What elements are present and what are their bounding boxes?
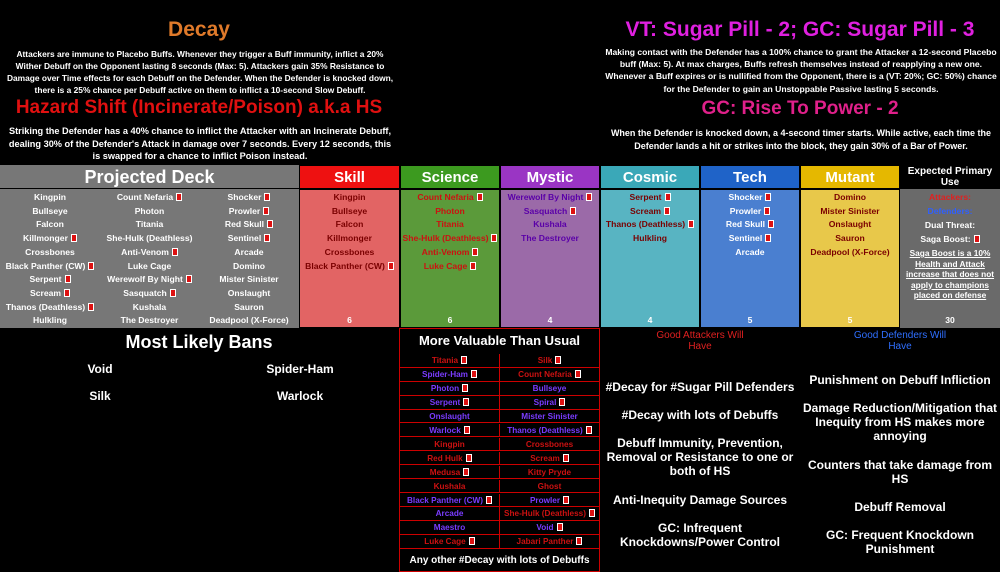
more-valuable-panel bbox=[399, 328, 600, 572]
book-icon bbox=[466, 454, 472, 462]
class-item bbox=[300, 218, 399, 232]
mv-item-label: Mister Sinister bbox=[521, 411, 578, 421]
class-item-label: Sauron bbox=[835, 233, 865, 244]
class-item bbox=[300, 246, 399, 260]
class-column-mystic bbox=[500, 189, 600, 328]
book-icon bbox=[563, 454, 569, 462]
class-item-label: The Destroyer bbox=[521, 233, 579, 244]
deck-cell-label: Sasquatch bbox=[123, 287, 167, 298]
mv-item-label: Jabari Panther bbox=[516, 537, 574, 547]
book-icon bbox=[463, 468, 469, 476]
deck-cell bbox=[199, 301, 299, 315]
deck-cell-label: Mister Sinister bbox=[219, 274, 279, 285]
class-header-cosmic: Cosmic bbox=[600, 165, 700, 189]
class-item-label: Scream bbox=[629, 205, 662, 216]
mv-item bbox=[500, 480, 599, 494]
deck-cell bbox=[100, 218, 199, 232]
mv-item bbox=[400, 521, 500, 535]
deck-cell bbox=[100, 287, 199, 301]
class-item bbox=[601, 191, 699, 205]
book-icon bbox=[576, 537, 582, 545]
mv-item bbox=[400, 480, 500, 494]
deck-cell bbox=[0, 218, 100, 232]
mv-item bbox=[500, 424, 599, 438]
deck-cell-label: Deadpool (X-Force) bbox=[209, 315, 289, 326]
deck-cell bbox=[100, 205, 199, 219]
class-item bbox=[401, 205, 499, 219]
mv-item bbox=[500, 396, 599, 410]
book-icon bbox=[665, 193, 671, 201]
book-icon bbox=[388, 262, 394, 270]
book-icon bbox=[264, 234, 270, 242]
mv-item-label: Silk bbox=[537, 356, 553, 365]
class-column-science bbox=[400, 189, 500, 328]
deck-cell-label: Werewolf By Night bbox=[107, 274, 183, 285]
deck-cell bbox=[199, 287, 299, 301]
class-item bbox=[401, 218, 499, 232]
class-item bbox=[501, 191, 599, 205]
mv-item-label: She-Hulk (Deathless) bbox=[504, 509, 586, 519]
deck-cell bbox=[199, 246, 299, 260]
deck-cell bbox=[0, 246, 100, 260]
class-item-label: Serpent bbox=[629, 192, 662, 202]
class-item bbox=[401, 260, 499, 274]
book-icon bbox=[764, 207, 770, 215]
mv-item-label: Red Hulk bbox=[427, 453, 463, 463]
book-icon bbox=[563, 496, 569, 504]
primary-saga bbox=[900, 234, 1000, 244]
class-item-label: Photon bbox=[435, 205, 465, 216]
class-item-label: Count Nefaria bbox=[417, 192, 474, 202]
book-icon bbox=[71, 234, 77, 242]
defender-item: Debuff Removal bbox=[854, 500, 946, 514]
mv-item bbox=[400, 535, 500, 549]
mv-item bbox=[500, 452, 599, 466]
mv-item-label: Maestro bbox=[433, 523, 466, 533]
vt-text: Making contact with the Defender has a 100% chance to grant the Attacker a 12-second Placebo buff (Max: 5). At max charges, Buffs refresh themselves instead of reapplying a new one. Whenever a Buff expires or is nullified from the Opponent, there is a (VT: 20%; GC: 50%) chance for the Defender to gain an Unstoppable Passive lasting 5 seconds. bbox=[605, 47, 997, 94]
mv-item-label: Spider-Ham bbox=[422, 369, 468, 379]
class-item-label: Kingpin bbox=[333, 192, 366, 202]
book-icon bbox=[263, 207, 269, 215]
mv-item bbox=[400, 368, 500, 382]
mv-item-label: Scream bbox=[530, 453, 560, 463]
deck-cell-label: Thanos (Deathless) bbox=[5, 301, 86, 312]
deck-cell bbox=[0, 205, 100, 219]
attacker-item: Debuff Immunity, Prevention, Removal or Resistance to one or both of HS bbox=[606, 436, 794, 478]
class-item bbox=[401, 246, 499, 260]
class-item bbox=[801, 218, 899, 232]
class-column-cosmic bbox=[600, 189, 700, 328]
deck-cell-label: Count Nefaria bbox=[116, 192, 174, 202]
deck-cell-label: Kushala bbox=[132, 301, 167, 312]
class-item-label: Onslaught bbox=[828, 219, 872, 230]
class-column-tech bbox=[700, 189, 800, 328]
deck-cell-label: Prowler bbox=[228, 205, 261, 216]
class-item bbox=[401, 191, 499, 205]
mv-item-label: Serpent bbox=[429, 397, 461, 407]
deck-cell-label: Shocker bbox=[227, 192, 262, 202]
defender-item: Damage Reduction/Mitigation that Inequity from HS makes more annoying bbox=[802, 401, 997, 443]
book-icon bbox=[586, 426, 592, 434]
book-icon bbox=[264, 193, 270, 201]
mv-item bbox=[500, 466, 599, 480]
mv-item bbox=[500, 507, 599, 521]
primary-dual: Dual Threat: bbox=[924, 220, 976, 230]
deck-cell-label: Photon bbox=[134, 205, 165, 216]
book-icon bbox=[570, 207, 576, 215]
mv-item bbox=[400, 424, 500, 438]
mv-item-label: Thanos (Deathless) bbox=[507, 425, 583, 435]
book-icon bbox=[477, 193, 483, 201]
mv-item bbox=[400, 354, 500, 368]
mv-item-label: Kitty Pryde bbox=[527, 467, 572, 477]
book-icon bbox=[470, 262, 476, 270]
class-header-mystic: Mystic bbox=[500, 165, 600, 189]
book-icon bbox=[688, 220, 694, 228]
primary-title: Expected Primary Use bbox=[900, 165, 1000, 189]
deck-cell bbox=[100, 232, 199, 246]
ban-item: Silk bbox=[89, 389, 111, 403]
class-item-label: Sasquatch bbox=[523, 205, 568, 216]
mv-item bbox=[500, 521, 599, 535]
class-item bbox=[801, 205, 899, 219]
mv-item-label: Luke Cage bbox=[424, 537, 466, 547]
book-icon bbox=[472, 248, 478, 256]
mv-item bbox=[400, 438, 500, 452]
mv-item-label: Kushala bbox=[433, 481, 466, 491]
mv-item-label: Photon bbox=[430, 383, 460, 393]
book-icon bbox=[555, 356, 561, 364]
deck-cell bbox=[100, 314, 199, 328]
book-icon bbox=[589, 509, 595, 517]
deck-cell-label: Red Skull bbox=[224, 219, 265, 230]
mv-item-label: Black Panther (CW) bbox=[407, 495, 483, 505]
book-icon bbox=[170, 289, 176, 297]
deck-cell bbox=[100, 246, 199, 260]
deck-cell-label: Sauron bbox=[234, 301, 264, 312]
book-icon bbox=[64, 289, 70, 297]
mv-item bbox=[500, 494, 599, 508]
gc-title: GC: Rise To Power - 2 bbox=[701, 98, 899, 119]
ban-item: Spider-Ham bbox=[266, 362, 334, 376]
class-item bbox=[801, 246, 899, 260]
book-icon bbox=[462, 384, 468, 392]
mv-item bbox=[500, 535, 599, 549]
book-icon bbox=[768, 220, 774, 228]
projected-deck bbox=[0, 165, 299, 328]
deck-cell bbox=[100, 301, 199, 315]
mv-item-label: Titania bbox=[431, 356, 459, 365]
book-icon bbox=[65, 275, 71, 283]
primary-defenders: Defenders: bbox=[927, 206, 973, 216]
attacker-item: GC: Infrequent Knockdowns/Power Control bbox=[619, 521, 780, 549]
deck-cell-label: Anti-Venom bbox=[121, 246, 169, 257]
mv-item bbox=[500, 382, 599, 396]
deck-cell bbox=[0, 287, 100, 301]
deck-cell-label: Kingpin bbox=[34, 192, 66, 202]
ban-item: Void bbox=[87, 362, 113, 376]
class-header-skill: Skill bbox=[299, 165, 400, 189]
primary-count: 30 bbox=[945, 315, 955, 325]
book-icon bbox=[176, 193, 182, 201]
attacker-item: #Decay for #Sugar Pill Defenders bbox=[605, 380, 795, 394]
deck-cell bbox=[199, 273, 299, 287]
deck-cell-label: Onslaught bbox=[227, 287, 271, 298]
book-icon bbox=[461, 356, 467, 364]
book-icon bbox=[172, 248, 178, 256]
mv-item-label: Bullseye bbox=[532, 383, 567, 393]
defender-item: Counters that take damage from HS bbox=[807, 458, 993, 486]
primary-saga-label: Saga Boost: bbox=[920, 234, 971, 244]
deck-cell-label: Hulkling bbox=[33, 315, 67, 326]
class-item bbox=[300, 191, 399, 205]
deck-cell-label: Serpent bbox=[29, 274, 62, 285]
class-item bbox=[401, 232, 499, 246]
book-icon bbox=[486, 496, 492, 504]
mv-item-label: Arcade bbox=[435, 509, 464, 519]
gc-text: When the Defender is knocked down, a 4-second timer starts. While active, each time the Defender lands a hit or strikes into the block, they gain 30% of a Bar of Power. bbox=[610, 128, 992, 151]
class-item bbox=[300, 205, 399, 219]
class-count: 4 bbox=[547, 315, 553, 325]
book-icon bbox=[664, 207, 670, 215]
deck-cell-label: She-Hulk (Deathless) bbox=[106, 233, 193, 244]
class-column-skill bbox=[299, 189, 400, 328]
class-item-label: Hulkling bbox=[633, 233, 667, 244]
deck-cell bbox=[100, 260, 199, 274]
class-column-mutant bbox=[800, 189, 900, 328]
mv-item bbox=[400, 466, 500, 480]
book-icon bbox=[88, 303, 94, 311]
deck-cell-label: Black Panther (CW) bbox=[5, 260, 86, 271]
primary-use-panel bbox=[900, 165, 1000, 328]
class-item bbox=[701, 232, 799, 246]
book-icon bbox=[186, 275, 192, 283]
class-item-label: Werewolf By Night bbox=[507, 192, 584, 202]
decay-title: Decay bbox=[168, 18, 230, 41]
attackers-title: Good Attackers Will Have bbox=[656, 330, 744, 352]
mv-item-label: Ghost bbox=[537, 481, 562, 491]
deck-grid bbox=[0, 191, 299, 328]
deck-cell bbox=[199, 260, 299, 274]
book-icon bbox=[974, 235, 980, 243]
decay-text: Attackers are immune to Placebo Buffs. Whenever they trigger a Buff immunity, inflict a 20% Wither Debuff on the Opponent lasting 8 seconds (Max: 5). Attackers gain 35% Resistance to Damage over Time effects for each Debuff on the Defender. When the Defender is knocked down, there is a 25% chance per Debuff active on them to inflict a 10-second Slow Debuff. bbox=[6, 49, 394, 95]
class-item-label: Bullseye bbox=[331, 205, 368, 216]
mv-item bbox=[500, 354, 599, 368]
vt-title: VT: Sugar Pill - 2; GC: Sugar Pill - 3 bbox=[625, 18, 975, 41]
deck-cell-label: Crossbones bbox=[25, 246, 75, 257]
class-item bbox=[701, 205, 799, 219]
deck-cell bbox=[0, 191, 100, 205]
class-count: 5 bbox=[847, 315, 853, 325]
book-icon bbox=[586, 193, 592, 201]
class-item-label: Domino bbox=[834, 192, 866, 202]
book-icon bbox=[463, 398, 469, 406]
deck-cell bbox=[0, 301, 100, 315]
book-icon bbox=[471, 370, 477, 378]
deck-cell-label: Arcade bbox=[234, 246, 264, 257]
defenders-title: Good Defenders Will Have bbox=[853, 330, 947, 352]
defender-item: Punishment on Debuff Infliction bbox=[809, 373, 991, 387]
class-item bbox=[501, 205, 599, 219]
class-item bbox=[300, 232, 399, 246]
mv-item bbox=[500, 410, 599, 424]
class-item bbox=[701, 218, 799, 232]
book-icon bbox=[765, 193, 771, 201]
mv-item-label: Medusa bbox=[429, 467, 461, 477]
attacker-item: Anti-Inequity Damage Sources bbox=[612, 493, 788, 507]
class-header-tech: Tech bbox=[700, 165, 800, 189]
class-item-label: Mister Sinister bbox=[820, 205, 880, 216]
mv-item-label: Spiral bbox=[533, 397, 557, 407]
hs-text: Striking the Defender has a 40% chance to inflict the Attacker with an Incinerate Debuff, dealing 30% of the Defender's Attack in damage over 7 seconds. Every 12 seconds, this is swapped for a chance to inflict Poison instead. bbox=[8, 126, 392, 161]
class-item-label: Arcade bbox=[735, 246, 765, 257]
mv-item bbox=[400, 396, 500, 410]
book-icon bbox=[557, 523, 563, 531]
ban-item: Warlock bbox=[276, 389, 324, 403]
class-item bbox=[601, 218, 699, 232]
class-item bbox=[300, 260, 399, 274]
deck-cell bbox=[199, 191, 299, 205]
book-icon bbox=[88, 262, 94, 270]
mv-footer: Any other #Decay with lots of Debuffs bbox=[409, 555, 590, 566]
class-item-label: Crossbones bbox=[324, 246, 375, 257]
bans-title: Most Likely Bans bbox=[125, 332, 273, 352]
book-icon bbox=[267, 220, 273, 228]
class-item-label: Sentinel bbox=[728, 233, 763, 244]
deck-cell-label: Titania bbox=[135, 219, 164, 230]
mv-rows bbox=[400, 354, 599, 550]
class-item bbox=[701, 191, 799, 205]
class-item bbox=[601, 205, 699, 219]
mv-item-label: Onslaught bbox=[429, 411, 470, 421]
deck-cell-label: Bullseye bbox=[32, 205, 68, 216]
class-item-label: Kushala bbox=[533, 219, 567, 230]
class-item-label: She-Hulk (Deathless) bbox=[402, 233, 489, 244]
class-item-label: Prowler bbox=[729, 205, 762, 216]
class-header-mutant: Mutant bbox=[800, 165, 900, 189]
primary-note: Saga Boost is a 10% Health and Attack increase that does not apply to champions placed on defense bbox=[905, 248, 995, 300]
mv-item bbox=[400, 507, 500, 521]
deck-cell-label: The Destroyer bbox=[120, 315, 179, 326]
deck-cell bbox=[199, 232, 299, 246]
deck-cell bbox=[100, 273, 199, 287]
deck-cell-label: Falcon bbox=[36, 219, 64, 230]
defender-item: GC: Frequent Knockdown Punishment bbox=[826, 528, 974, 556]
deck-cell bbox=[0, 314, 100, 328]
mv-item bbox=[500, 438, 599, 452]
class-count: 4 bbox=[647, 315, 653, 325]
mv-title: More Valuable Than Usual bbox=[418, 333, 581, 348]
mv-item bbox=[400, 410, 500, 424]
mv-item bbox=[400, 494, 500, 508]
mv-item-label: Warlock bbox=[429, 425, 461, 435]
mv-item-label: Prowler bbox=[529, 495, 561, 505]
deck-cell bbox=[0, 260, 100, 274]
class-item-label: Deadpool (X-Force) bbox=[810, 246, 890, 257]
book-icon bbox=[464, 426, 470, 434]
mv-item-label: Kingpin bbox=[434, 439, 465, 449]
class-header-science: Science bbox=[400, 165, 500, 189]
class-count: 6 bbox=[447, 315, 453, 325]
defenders-panel bbox=[800, 328, 1000, 572]
book-icon bbox=[765, 234, 771, 242]
deck-cell bbox=[199, 218, 299, 232]
primary-attackers: Attackers: bbox=[928, 192, 972, 202]
deck-cell-label: Sentinel bbox=[227, 233, 262, 244]
class-count: 5 bbox=[747, 315, 753, 325]
deck-cell-label: Domino bbox=[233, 260, 265, 271]
class-item bbox=[501, 232, 599, 246]
book-icon bbox=[575, 370, 581, 378]
class-item bbox=[701, 246, 799, 260]
deck-cell bbox=[199, 314, 299, 328]
deck-cell bbox=[0, 232, 100, 246]
attacker-item: #Decay with lots of Debuffs bbox=[621, 408, 779, 422]
mv-item-label: Count Nefaria bbox=[518, 369, 572, 379]
mv-item bbox=[500, 368, 599, 382]
mv-item-label: Crossbones bbox=[525, 439, 574, 449]
class-item bbox=[801, 232, 899, 246]
deck-title: Projected Deck bbox=[0, 165, 299, 189]
class-item-label: Red Skull bbox=[725, 219, 766, 230]
mv-item bbox=[400, 382, 500, 396]
hs-title: Hazard Shift (Incinerate/Poison) a.k.a HS bbox=[15, 97, 383, 118]
deck-cell-label: Scream bbox=[29, 287, 62, 298]
deck-cell-label: Killmonger bbox=[23, 233, 68, 244]
class-item-label: Thanos (Deathless) bbox=[605, 219, 686, 230]
deck-cell-label: Luke Cage bbox=[127, 260, 172, 271]
deck-cell bbox=[199, 205, 299, 219]
class-item-label: Black Panther (CW) bbox=[305, 260, 385, 271]
book-icon bbox=[469, 537, 475, 545]
class-item bbox=[601, 232, 699, 246]
class-item-label: Shocker bbox=[728, 192, 763, 202]
deck-cell bbox=[100, 191, 199, 205]
class-item bbox=[501, 218, 599, 232]
class-item-label: Titania bbox=[436, 219, 464, 230]
class-item-label: Falcon bbox=[335, 219, 364, 230]
class-item-label: Luke Cage bbox=[423, 260, 468, 271]
class-count: 6 bbox=[347, 315, 352, 325]
book-icon bbox=[559, 398, 565, 406]
mv-item bbox=[400, 452, 500, 466]
class-item bbox=[801, 191, 899, 205]
mv-item-label: Void bbox=[536, 523, 554, 533]
attackers-panel bbox=[600, 328, 800, 572]
class-item-label: Killmonger bbox=[327, 233, 372, 244]
book-icon bbox=[491, 234, 497, 242]
class-item-label: Anti-Venom bbox=[421, 246, 470, 257]
deck-cell bbox=[0, 273, 100, 287]
